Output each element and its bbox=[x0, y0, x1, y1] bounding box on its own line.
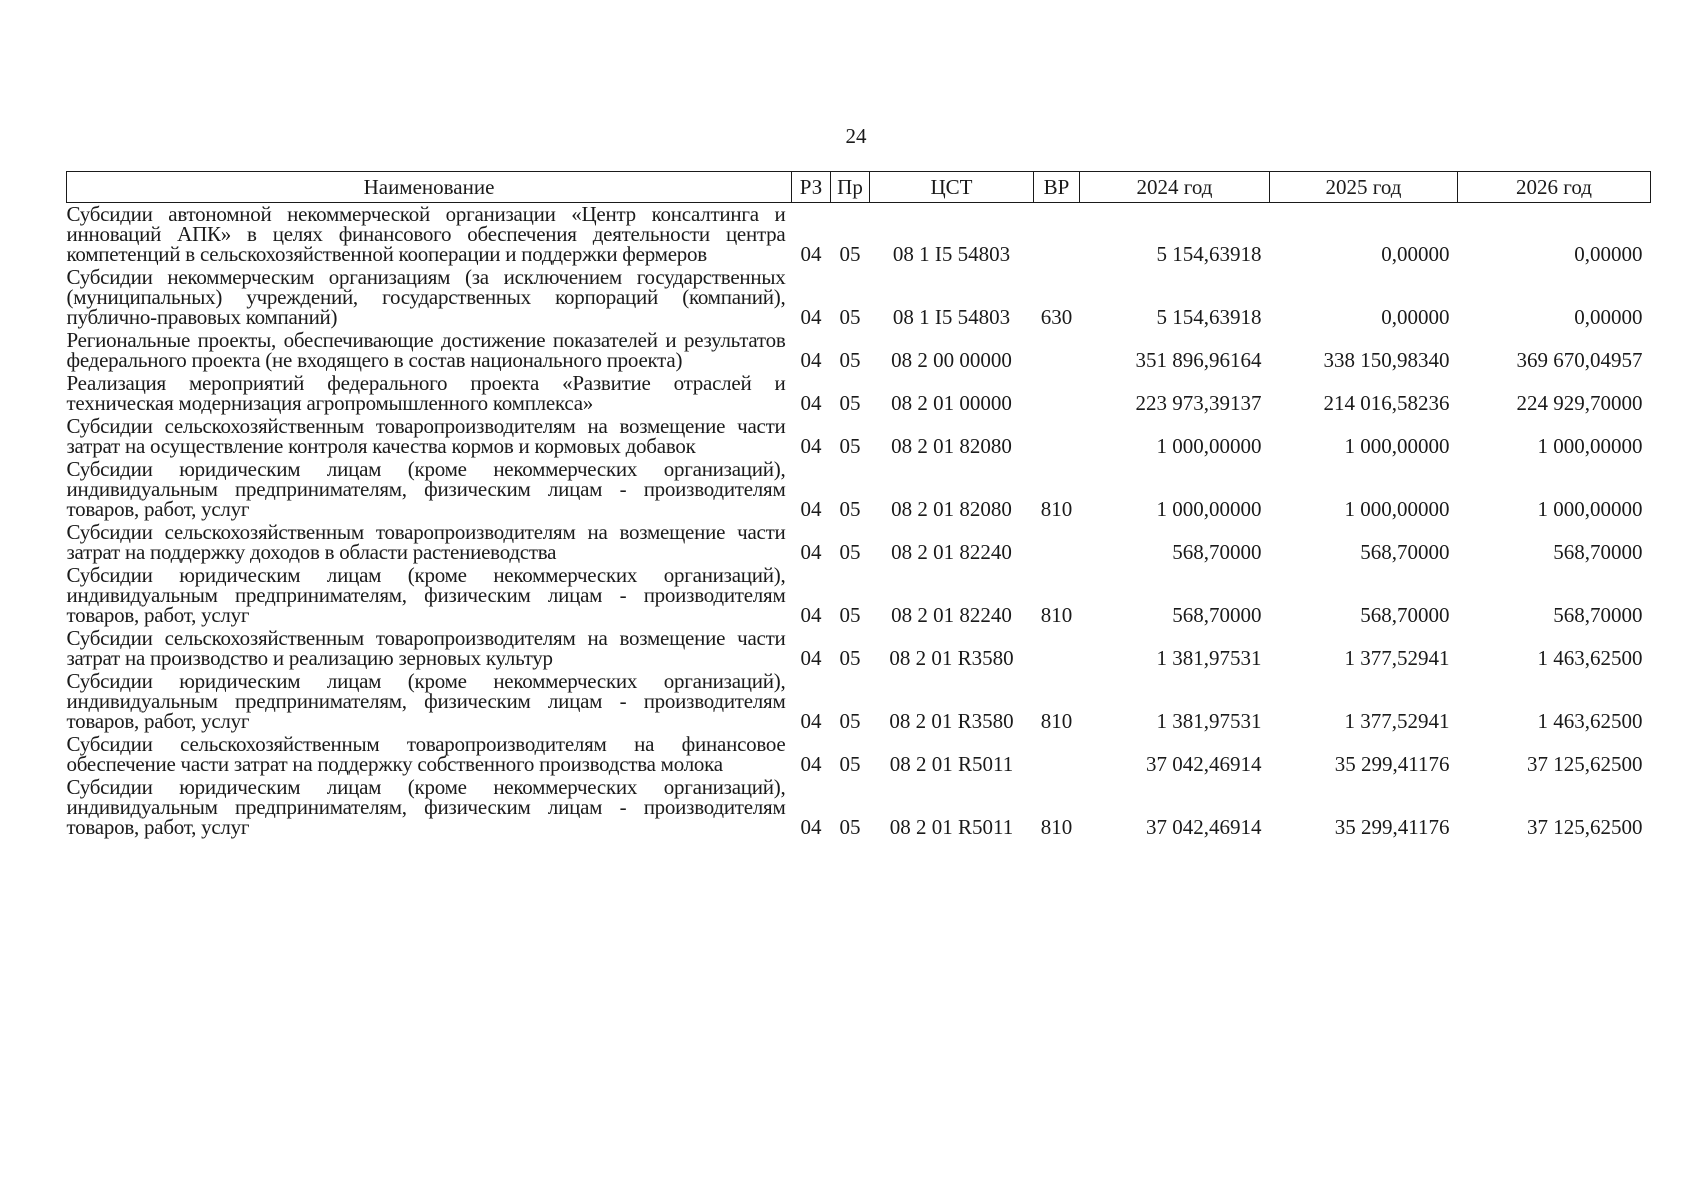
row-amount-2026: 1 463,62500 bbox=[1537, 646, 1643, 670]
column-header-vr: ВР bbox=[1034, 172, 1080, 203]
row-rz-cell: 04 bbox=[800, 348, 822, 372]
row-amount-2026: 1 463,62500 bbox=[1537, 709, 1643, 733]
row-rz-cell: 04 bbox=[800, 497, 822, 521]
row-amount-2025: 1 377,52941 bbox=[1344, 709, 1450, 733]
row-rz-cell: 04 bbox=[800, 603, 822, 627]
column-header-name: Наименование bbox=[67, 172, 792, 203]
row-rz-cell: 04 bbox=[800, 646, 822, 670]
row-amount-2024: 5 154,63918 bbox=[1156, 242, 1262, 266]
row-amount-2025: 1 000,00000 bbox=[1344, 434, 1450, 458]
row-name-cell: Субсидии юридическим лицам (кроме некоммерческих организаций), индивидуальным предпринимателям, физическим лицам - производителям товаров, работ, услуг bbox=[66, 775, 786, 839]
row-amount-2025: 568,70000 bbox=[1360, 603, 1450, 627]
column-header-2026: 2026 год bbox=[1458, 172, 1651, 203]
row-amount-2025: 1 000,00000 bbox=[1344, 497, 1450, 521]
row-pr-cell: 05 bbox=[839, 709, 861, 733]
row-amount-2024: 1 000,00000 bbox=[1156, 497, 1262, 521]
row-vr-cell bbox=[1034, 627, 1080, 670]
column-header-pr: Пр bbox=[831, 172, 870, 203]
row-amount-2026: 369 670,04957 bbox=[1516, 348, 1643, 372]
table-row bbox=[67, 458, 1651, 521]
row-rz-cell: 04 bbox=[800, 752, 822, 776]
row-pr-cell: 05 bbox=[839, 391, 861, 415]
column-header-2025: 2025 год bbox=[1270, 172, 1458, 203]
table-row bbox=[67, 776, 1651, 839]
row-cst-cell: 08 1 I5 54803 bbox=[892, 305, 1011, 329]
row-rz-cell: 04 bbox=[800, 709, 822, 733]
table-header-row bbox=[67, 172, 1651, 203]
row-name-cell: Реализация мероприятий федерального проекта «Развитие отраслей и техническая модернизация агропромышленного комплекса» bbox=[66, 371, 786, 415]
table-row bbox=[67, 372, 1651, 415]
row-cst-cell: 08 2 00 00000 bbox=[891, 348, 1012, 372]
row-cst-cell: 08 2 01 82240 bbox=[891, 540, 1012, 564]
row-rz-cell: 04 bbox=[800, 242, 822, 266]
row-amount-2025: 338 150,98340 bbox=[1323, 348, 1450, 372]
page-number: 24 bbox=[845, 124, 867, 148]
row-amount-2026: 568,70000 bbox=[1553, 603, 1643, 627]
row-amount-2024: 37 042,46914 bbox=[1146, 815, 1262, 839]
table-row bbox=[67, 329, 1651, 372]
table-row bbox=[67, 266, 1651, 329]
budget-table-body bbox=[67, 203, 1651, 840]
row-pr-cell: 05 bbox=[839, 815, 861, 839]
row-name-cell: Субсидии некоммерческим организациям (за исключением государственных (муниципальных) учреждений, государственных корпораций (компаний), публично-правовых компаний) bbox=[66, 265, 786, 329]
row-cst-cell: 08 2 01 82080 bbox=[891, 434, 1012, 458]
row-vr-cell bbox=[1034, 372, 1080, 415]
row-amount-2024: 351 896,96164 bbox=[1135, 348, 1262, 372]
row-amount-2024: 568,70000 bbox=[1172, 540, 1262, 564]
row-cst-cell: 08 2 01 82080 bbox=[891, 497, 1012, 521]
row-amount-2026: 0,00000 bbox=[1574, 242, 1643, 266]
row-amount-2026: 1 000,00000 bbox=[1537, 497, 1643, 521]
table-row bbox=[67, 521, 1651, 564]
table-row bbox=[67, 564, 1651, 627]
row-amount-2026: 568,70000 bbox=[1553, 540, 1643, 564]
row-amount-2024: 568,70000 bbox=[1172, 603, 1262, 627]
row-name-cell: Субсидии сельскохозяйственным товаропроизводителям на возмещение части затрат на поддержку доходов в области растениеводства bbox=[66, 520, 786, 564]
row-amount-2026: 0,00000 bbox=[1574, 305, 1643, 329]
row-name-cell: Субсидии сельскохозяйственным товаропроизводителям на финансовое обеспечение части затрат на поддержку собственного производства молока bbox=[66, 732, 786, 776]
row-cst-cell: 08 2 01 R3580 bbox=[889, 646, 1014, 670]
row-cst-cell: 08 1 I5 54803 bbox=[892, 242, 1011, 266]
row-rz-cell: 04 bbox=[800, 305, 822, 329]
row-vr-cell: 810 bbox=[1040, 497, 1073, 521]
row-vr-cell: 810 bbox=[1040, 709, 1073, 733]
table-row bbox=[67, 670, 1651, 733]
row-cst-cell: 08 2 01 82240 bbox=[891, 603, 1012, 627]
row-pr-cell: 05 bbox=[839, 540, 861, 564]
row-pr-cell: 05 bbox=[839, 305, 861, 329]
row-amount-2024: 5 154,63918 bbox=[1156, 305, 1262, 329]
row-pr-cell: 05 bbox=[839, 242, 861, 266]
row-amount-2024: 223 973,39137 bbox=[1135, 391, 1262, 415]
row-name-cell: Субсидии юридическим лицам (кроме некоммерческих организаций), индивидуальным предпринимателям, физическим лицам - производителям товаров, работ, услуг bbox=[66, 669, 786, 733]
row-amount-2025: 0,00000 bbox=[1381, 242, 1450, 266]
row-vr-cell bbox=[1034, 329, 1080, 372]
column-header-2024: 2024 год bbox=[1080, 172, 1270, 203]
row-name-cell: Субсидии юридическим лицам (кроме некоммерческих организаций), индивидуальным предпринимателям, физическим лицам - производителям товаров, работ, услуг bbox=[66, 457, 786, 521]
row-amount-2025: 35 299,41176 bbox=[1334, 752, 1450, 776]
column-header-cst: ЦСТ bbox=[870, 172, 1034, 203]
row-vr-cell bbox=[1034, 203, 1080, 267]
row-cst-cell: 08 2 01 R3580 bbox=[889, 709, 1014, 733]
row-amount-2026: 224 929,70000 bbox=[1516, 391, 1643, 415]
row-name-cell: Субсидии автономной некоммерческой организации «Центр консалтинга и инноваций АПК» в целях финансового обеспечения деятельности центра компетенций в сельскохозяйственной кооперации и поддержки фермеров bbox=[66, 202, 786, 266]
row-amount-2024: 1 381,97531 bbox=[1156, 709, 1262, 733]
column-header-rz: РЗ bbox=[792, 172, 831, 203]
row-amount-2026: 37 125,62500 bbox=[1527, 752, 1643, 776]
row-name-cell: Субсидии сельскохозяйственным товаропроизводителям на возмещение части затрат на осуществление контроля качества кормов и кормовых добавок bbox=[66, 414, 786, 458]
table-row bbox=[67, 203, 1651, 267]
row-amount-2025: 568,70000 bbox=[1360, 540, 1450, 564]
row-rz-cell: 04 bbox=[800, 540, 822, 564]
row-pr-cell: 05 bbox=[839, 646, 861, 670]
row-name-cell: Субсидии сельскохозяйственным товаропроизводителям на возмещение части затрат на производство и реализацию зерновых культур bbox=[66, 626, 786, 670]
row-rz-cell: 04 bbox=[800, 391, 822, 415]
row-amount-2025: 0,00000 bbox=[1381, 305, 1450, 329]
row-cst-cell: 08 2 01 R5011 bbox=[889, 815, 1014, 839]
row-pr-cell: 05 bbox=[839, 348, 861, 372]
row-rz-cell: 04 bbox=[800, 434, 822, 458]
row-pr-cell: 05 bbox=[839, 434, 861, 458]
table-row bbox=[67, 733, 1651, 776]
budget-table bbox=[66, 171, 1651, 839]
table-row bbox=[67, 415, 1651, 458]
row-vr-cell: 810 bbox=[1040, 603, 1073, 627]
row-vr-cell bbox=[1034, 733, 1080, 776]
table-row bbox=[67, 627, 1651, 670]
row-amount-2024: 1 381,97531 bbox=[1156, 646, 1262, 670]
row-amount-2026: 1 000,00000 bbox=[1537, 434, 1643, 458]
row-amount-2026: 37 125,62500 bbox=[1527, 815, 1643, 839]
row-cst-cell: 08 2 01 R5011 bbox=[889, 752, 1014, 776]
row-rz-cell: 04 bbox=[800, 815, 822, 839]
row-name-cell: Субсидии юридическим лицам (кроме некоммерческих организаций), индивидуальным предпринимателям, физическим лицам - производителям товаров, работ, услуг bbox=[66, 563, 786, 627]
row-pr-cell: 05 bbox=[839, 603, 861, 627]
row-pr-cell: 05 bbox=[839, 497, 861, 521]
row-amount-2024: 1 000,00000 bbox=[1156, 434, 1262, 458]
row-amount-2025: 214 016,58236 bbox=[1323, 391, 1450, 415]
row-vr-cell: 630 bbox=[1040, 305, 1073, 329]
row-vr-cell bbox=[1034, 521, 1080, 564]
row-vr-cell bbox=[1034, 415, 1080, 458]
row-cst-cell: 08 2 01 00000 bbox=[891, 391, 1012, 415]
row-pr-cell: 05 bbox=[839, 752, 861, 776]
row-vr-cell: 810 bbox=[1040, 815, 1073, 839]
row-amount-2025: 35 299,41176 bbox=[1334, 815, 1450, 839]
row-amount-2024: 37 042,46914 bbox=[1146, 752, 1262, 776]
row-name-cell: Региональные проекты, обеспечивающие достижение показателей и результатов федерального проекта (не входящего в состав национального проекта) bbox=[66, 328, 786, 372]
row-amount-2025: 1 377,52941 bbox=[1344, 646, 1450, 670]
